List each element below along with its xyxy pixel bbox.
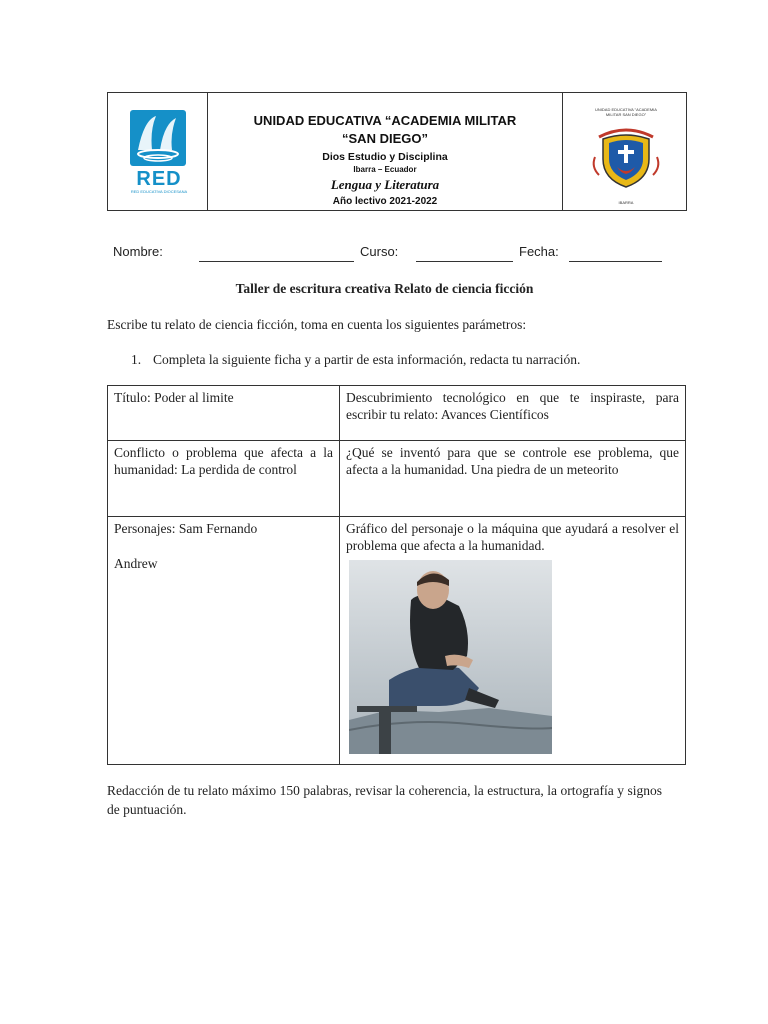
table-row	[108, 386, 686, 441]
curso-label: Curso:	[360, 244, 399, 259]
discovery-cell[interactable]: Descubrimiento tecnológico en que te inspiraste, para escribir tu relato: Avances Científicos	[340, 386, 686, 441]
header-center-cell	[208, 93, 563, 210]
header-left-cell	[108, 93, 208, 210]
instruction-item	[131, 352, 580, 368]
red-logo-icon: RED RED EDUCATIVA DIOCESANA	[130, 110, 188, 196]
item-number: 1.	[131, 352, 142, 367]
graphic-cell[interactable]	[340, 517, 686, 765]
graphic-prompt: Gráfico del personaje o la máquina que ayudará a resolver el problema que afecta a la humanidad.	[346, 521, 679, 553]
school-crest-icon: UNIDAD EDUCATIVA "ACADEMIA MILITAR SAN DIEGO" IBARRA	[595, 107, 657, 205]
table-row	[108, 517, 686, 765]
school-name-line1: UNIDAD EDUCATIVA “ACADEMIA MILITAR	[253, 113, 517, 128]
character-photo	[349, 560, 552, 754]
title-cell[interactable]: Título: Poder al limite	[108, 386, 340, 441]
school-motto: Dios Estudio y Disciplina	[322, 151, 448, 163]
worksheet-title: Taller de escritura creativa Relato de ciencia ficción	[235, 281, 534, 296]
subject-name: Lengua y Literatura	[330, 177, 440, 192]
footer-instruction: Redacción de tu relato máximo 150 palabras, revisar la coherencia, la estructura, la ortografía y signos de puntuación.	[107, 783, 662, 817]
table-row	[108, 441, 686, 517]
school-year: Año lectivo 2021-2022	[332, 196, 438, 207]
character-2: Andrew	[114, 556, 158, 571]
curso-field[interactable]	[416, 261, 513, 262]
intro-text: Escribe tu relato de ciencia ficción, toma en cuenta los siguientes parámetros:	[107, 317, 527, 332]
character-1: Personajes: Sam Fernando	[114, 521, 258, 536]
nombre-field[interactable]	[199, 261, 354, 262]
story-form-table	[107, 385, 686, 765]
invention-cell[interactable]: ¿Qué se inventó para que se controle ese problema, que afecta a la humanidad. Una piedra de un meteorito	[340, 441, 686, 517]
school-city: Ibarra – Ecuador	[353, 165, 417, 174]
characters-cell[interactable]	[108, 517, 340, 765]
fecha-label: Fecha:	[519, 244, 559, 259]
conflict-cell[interactable]: Conflicto o problema que afecta a la humanidad: La perdida de control	[108, 441, 340, 517]
header-right-cell	[563, 93, 686, 210]
item-text: Completa la siguiente ficha y a partir de esta información, redacta tu narración.	[153, 352, 581, 367]
document-header	[107, 92, 687, 211]
school-name-line2: “SAN DIEGO”	[342, 131, 428, 146]
fecha-field[interactable]	[569, 261, 662, 262]
nombre-label: Nombre:	[113, 244, 163, 259]
